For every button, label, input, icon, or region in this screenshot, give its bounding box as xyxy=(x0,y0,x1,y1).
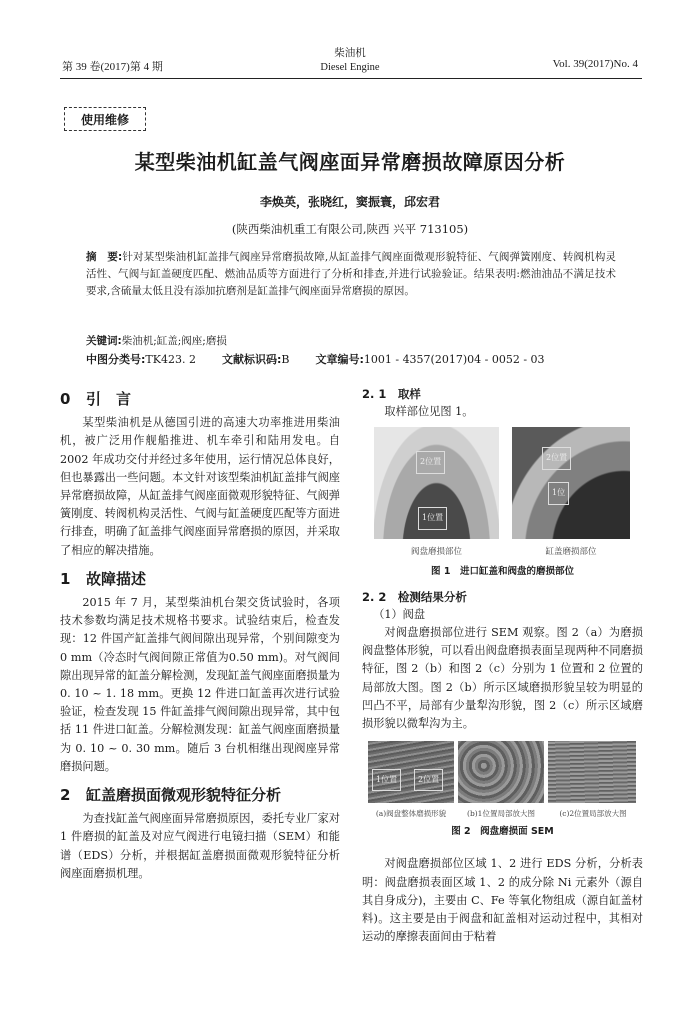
paper-title: 某型柴油机缸盖气阀座面异常磨损故障原因分析 xyxy=(134,150,566,174)
figure-2c-image xyxy=(548,741,636,803)
column-tag: 使用维修 xyxy=(64,107,146,131)
left-column xyxy=(60,390,340,883)
journal-issue: 第 39 卷(2017)第 4 期 xyxy=(62,61,163,73)
abstract-text: 针对某型柴油机缸盖排气阀座异常磨损故障,从缸盖排气阀座面微观形貌特征、气阀弹簧刚度、转阀机构灵活性、气阀与缸盖硬度匹配、燃油品质等方面进行了分析和排查,并进行试验验证。结果表明:燃油油品不满足技术要求,含硫量太低且没有添加抗磨剂是缸盖排气阀座面异常磨损的原因。 xyxy=(86,251,616,297)
keywords-label: 关键词: xyxy=(86,335,122,347)
figure-2a-image: 1位置 2位置 xyxy=(368,741,454,803)
figure-2-caption: 图 2 阀盘磨损面 SEM xyxy=(451,826,554,838)
figure-1b-image: 2位置 1位 xyxy=(512,427,630,539)
section-1-heading: 1 故障描述 xyxy=(60,569,147,588)
section-0-heading: 0 引 言 xyxy=(60,390,132,408)
section-1-paragraph: 2015 年 7 月，某型柴油机台架交货试验时，各项技术参数均满足技术规格书要求。试验结束后，检查发现：12 件国产缸盖排气阀间隙出现异常，个别间隙变为 0 mm（冷态时气阀间隙正常值为0.50 mm)。对气阀间隙出现异常的缸盖分解检测，发现缸盖气阀座面磨损量为 0. 10 ~ 1. 18 mm。更换 12 件进口缸盖再次进行试验验证，检查发现 15 件缸盖排气阀间隙出现异常，其中包括 11 件进口缸盖。分解检测发现：缸盖气阀座面磨损量为 0. 10 ~ 0. 30 mm。随后 3 台机相继出现阀座异常磨损问题。 xyxy=(60,596,340,773)
figure-1b-subcaption: 缸盖磨损部位 xyxy=(545,547,597,558)
figure-2b-subcaption: (b)1位置局部放大图 xyxy=(467,809,535,819)
affiliation: (陕西柴油机重工有限公司,陕西 兴平 713105) xyxy=(231,222,469,236)
document-code: 文献标识码:B xyxy=(221,353,290,366)
keywords-text: 柴油机;缸盖;阀座;磨损 xyxy=(121,335,227,347)
header-rule xyxy=(60,78,642,79)
section-2-heading: 2 缸盖磨损面微观形貌特征分析 xyxy=(60,786,282,805)
section-2-2-paragraph-2: 对阀盘磨损部位区域 1、2 进行 EDS 分析，分析表明：阀盘磨损表面区域 1、2 的成分除 Ni 元素外（源自其自身成分)，主要由 C、Fe 等氧化物组成（源自缸盖材料)。这主要是由于阀盘和缸盖相对运动过程中，其相对运动的摩擦表面间由于粘着 xyxy=(362,857,643,944)
abstract xyxy=(86,249,616,300)
article-number: 文章编号:1001 - 4357(2017)04 - 0052 - 03 xyxy=(315,353,545,366)
section-0-paragraph: 某型柴油机是从德国引进的高速大功率推进用柴油机，被广泛用作舰船推进、机车牵引和陆用发电。自 2002 年成功交付并经过多年使用，运行情况总体良好，但也暴露出一些问题。本文针对该型柴油机缸盖排气阀座异常磨损故障，从缸盖排气阀座面微观形貌特征、气阀弹簧刚度、转阀机构灵活性、气阀与缸盖硬度匹配等方面进行排查，明确了缸盖排气阀座面异常磨损的原因，并采取了相应的解决措施。 xyxy=(60,416,340,557)
journal-name-en: Diesel Engine xyxy=(320,62,380,73)
section-2-1-heading: 2. 1 取样 xyxy=(362,387,421,401)
journal-volume: Vol. 39(2017)No. 4 xyxy=(552,58,638,70)
figure-2 xyxy=(362,741,643,821)
keywords xyxy=(86,333,227,348)
section-2-1-paragraph: 取样部位见图 1。 xyxy=(384,405,474,419)
section-2-2-heading: 2. 2 检测结果分析 xyxy=(362,589,467,604)
figure-2a-subcaption: (a)阀盘整体磨损形貌 xyxy=(375,809,447,819)
authors: 李焕英，张晓红，窦振寰，邱宏君 xyxy=(259,195,440,209)
subsection-valve-disc: （1）阀盘 xyxy=(373,607,426,621)
figure-1-caption: 图 1 进口缸盖和阀盘的磨损部位 xyxy=(431,566,574,578)
abstract-label: 摘 要: xyxy=(86,251,123,263)
figure-2b-image xyxy=(458,741,544,803)
figure-2c-subcaption: (c)2位置局部放大图 xyxy=(559,809,627,819)
figure-1a-subcaption: 阀盘磨损部位 xyxy=(410,547,462,558)
clc-number: 中图分类号:TK423. 2 xyxy=(86,353,196,366)
journal-name-cn: 柴油机 xyxy=(334,48,366,59)
right-column xyxy=(362,385,643,946)
figure-1a-image: 2位置 1位置 xyxy=(374,427,499,539)
section-2-paragraph: 为查找缸盖气阀座面异常磨损原因，委托专业厂家对 1 件磨损的缸盖及对应气阀进行电镜扫描（SEM）和能谱（EDS）分析，并根据缸盖磨损面微观形貌特征分析阀座面磨损机理。 xyxy=(60,812,340,880)
classification-line xyxy=(86,351,646,367)
figure-1 xyxy=(362,427,643,567)
section-2-2-paragraph: 对阀盘磨损部位进行 SEM 观察。图 2（a）为磨损阀盘整体形貌，可以看出阀盘磨损表面呈现两种不同磨损特征，图 2（b）和图 2（c）分别为 1 位置和 2 位置的局部放大图。图 2（b）所示区域磨损形貌呈较为明显的凹凸不平，局部有少量犁沟形貌，图 2（c）所示区域磨损形貌以微犁沟为主。 xyxy=(362,626,643,731)
